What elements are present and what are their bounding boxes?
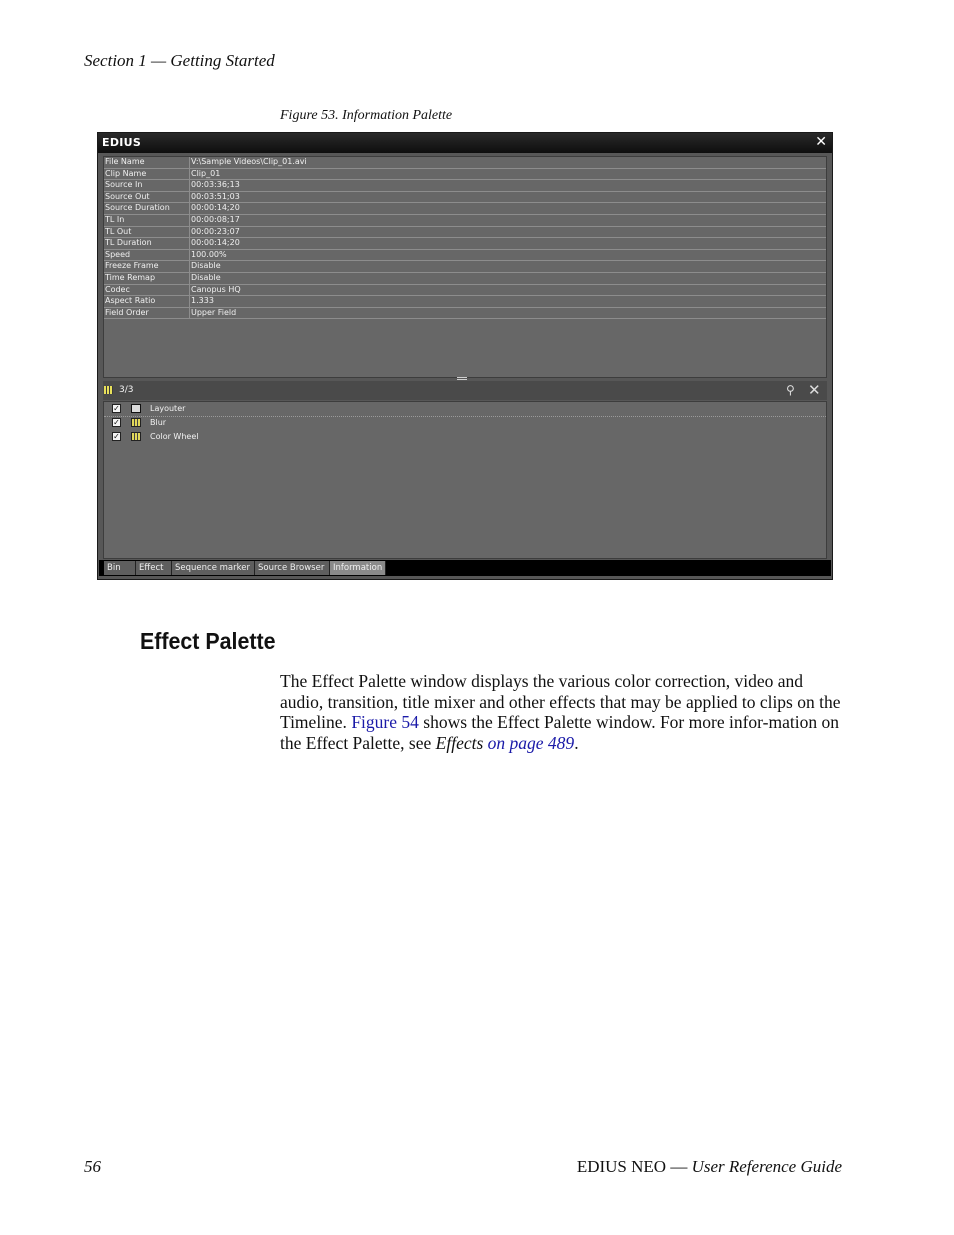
figure-54-link[interactable]: Figure 54: [351, 712, 419, 732]
effect-list-header: [103, 381, 827, 400]
filmstrip-icon: [104, 386, 113, 394]
info-value: 100.00%: [190, 249, 827, 261]
pin-icon[interactable]: ⚲: [786, 383, 795, 397]
effect-checkbox[interactable]: ✓: [113, 432, 120, 441]
section-paragraph: [280, 671, 846, 753]
info-key: Speed: [104, 249, 190, 261]
effect-item[interactable]: [104, 431, 826, 444]
effect-item[interactable]: [104, 417, 826, 430]
footer-guide: User Reference Guide: [691, 1157, 842, 1176]
info-row: [104, 226, 826, 238]
info-key: Field Order: [104, 307, 190, 319]
info-value: Upper Field: [190, 307, 827, 319]
info-row: [104, 203, 826, 215]
info-value: 00:03:36;13: [190, 180, 827, 192]
para-end: .: [574, 732, 579, 753]
info-key: Freeze Frame: [104, 261, 190, 273]
para-text-1: The Effect Palette window displays the various color correction, video and audio, transition, title mixer and other effects that may be applied to clips on the Timeline.: [280, 671, 841, 732]
effects-ref: Effects: [435, 732, 484, 753]
info-value: 00:03:51;03: [190, 191, 827, 203]
info-row: [104, 272, 826, 284]
effect-label: Blur: [150, 418, 167, 427]
window-titlebar: [98, 133, 832, 153]
footer-dash: —: [666, 1157, 692, 1176]
info-value: 00:00:14;20: [190, 203, 827, 215]
info-key: Source Duration: [104, 203, 190, 215]
tab-sequence-marker[interactable]: Sequence marker: [172, 561, 255, 575]
info-row: [104, 214, 826, 226]
close-icon[interactable]: ✕: [815, 134, 827, 150]
tab-effect[interactable]: Effect: [136, 561, 172, 575]
page-489-link[interactable]: on page 489: [483, 732, 575, 753]
info-value: Disable: [190, 272, 827, 284]
effect-label: Color Wheel: [150, 432, 199, 441]
info-value: 00:00:08;17: [190, 214, 827, 226]
info-table: [104, 157, 826, 319]
info-key: Source In: [104, 180, 190, 192]
tab-bin[interactable]: Bin: [104, 561, 136, 575]
info-key: Codec: [104, 284, 190, 296]
info-value: 1.333: [190, 296, 827, 308]
info-key: Aspect Ratio: [104, 296, 190, 308]
info-row: [104, 307, 826, 319]
running-footer: [577, 1157, 842, 1177]
effect-list: [103, 401, 827, 559]
section-title: Effect Palette: [140, 628, 276, 654]
info-key: TL Duration: [104, 238, 190, 250]
effect-item[interactable]: [104, 403, 826, 417]
info-key: Time Remap: [104, 272, 190, 284]
info-row: [104, 261, 826, 273]
info-key: TL In: [104, 214, 190, 226]
info-key: TL Out: [104, 226, 190, 238]
information-palette-screenshot: [97, 132, 833, 580]
effect-checkbox[interactable]: ✓: [113, 418, 120, 427]
para-text-2: shows the Effect Palette window. For more infor-mation on the Effect Palette, see: [280, 712, 839, 753]
footer-product: EDIUS NEO: [576, 1157, 667, 1176]
info-value: Disable: [190, 261, 827, 273]
info-row: [104, 296, 826, 308]
info-value: 00:00:23;07: [190, 226, 827, 238]
info-key: Clip Name: [104, 168, 190, 180]
info-row: [104, 180, 826, 192]
info-value: 00:00:14;20: [190, 238, 827, 250]
effect-count: 3/3: [119, 385, 134, 395]
filmstrip-effect-icon: [131, 418, 141, 427]
info-row: [104, 157, 826, 168]
info-row: [104, 238, 826, 250]
info-value: V:\Sample Videos\Clip_01.avi: [190, 157, 827, 168]
info-key: File Name: [104, 157, 190, 168]
figure-caption: Figure 53. Information Palette: [280, 108, 453, 123]
info-row: [104, 191, 826, 203]
info-value: Clip_01: [190, 168, 827, 180]
info-value: Canopus HQ: [190, 284, 827, 296]
tab-source-browser[interactable]: Source Browser: [255, 561, 330, 575]
palette-tabbar: [99, 560, 831, 576]
info-row: [104, 249, 826, 261]
filmstrip-effect-icon: [131, 432, 141, 441]
app-title: EDIUS: [102, 136, 142, 149]
information-panel: [103, 156, 827, 378]
effect-label: Layouter: [150, 404, 186, 413]
tab-information[interactable]: Information: [330, 561, 386, 575]
delete-icon[interactable]: ✕: [808, 381, 821, 399]
layouter-icon: [131, 404, 141, 413]
running-header: Section 1 — Getting Started: [84, 51, 275, 70]
effect-checkbox[interactable]: ✓: [113, 404, 120, 413]
page-number: 56: [84, 1157, 101, 1176]
info-row: [104, 168, 826, 180]
info-row: [104, 284, 826, 296]
info-key: Source Out: [104, 191, 190, 203]
